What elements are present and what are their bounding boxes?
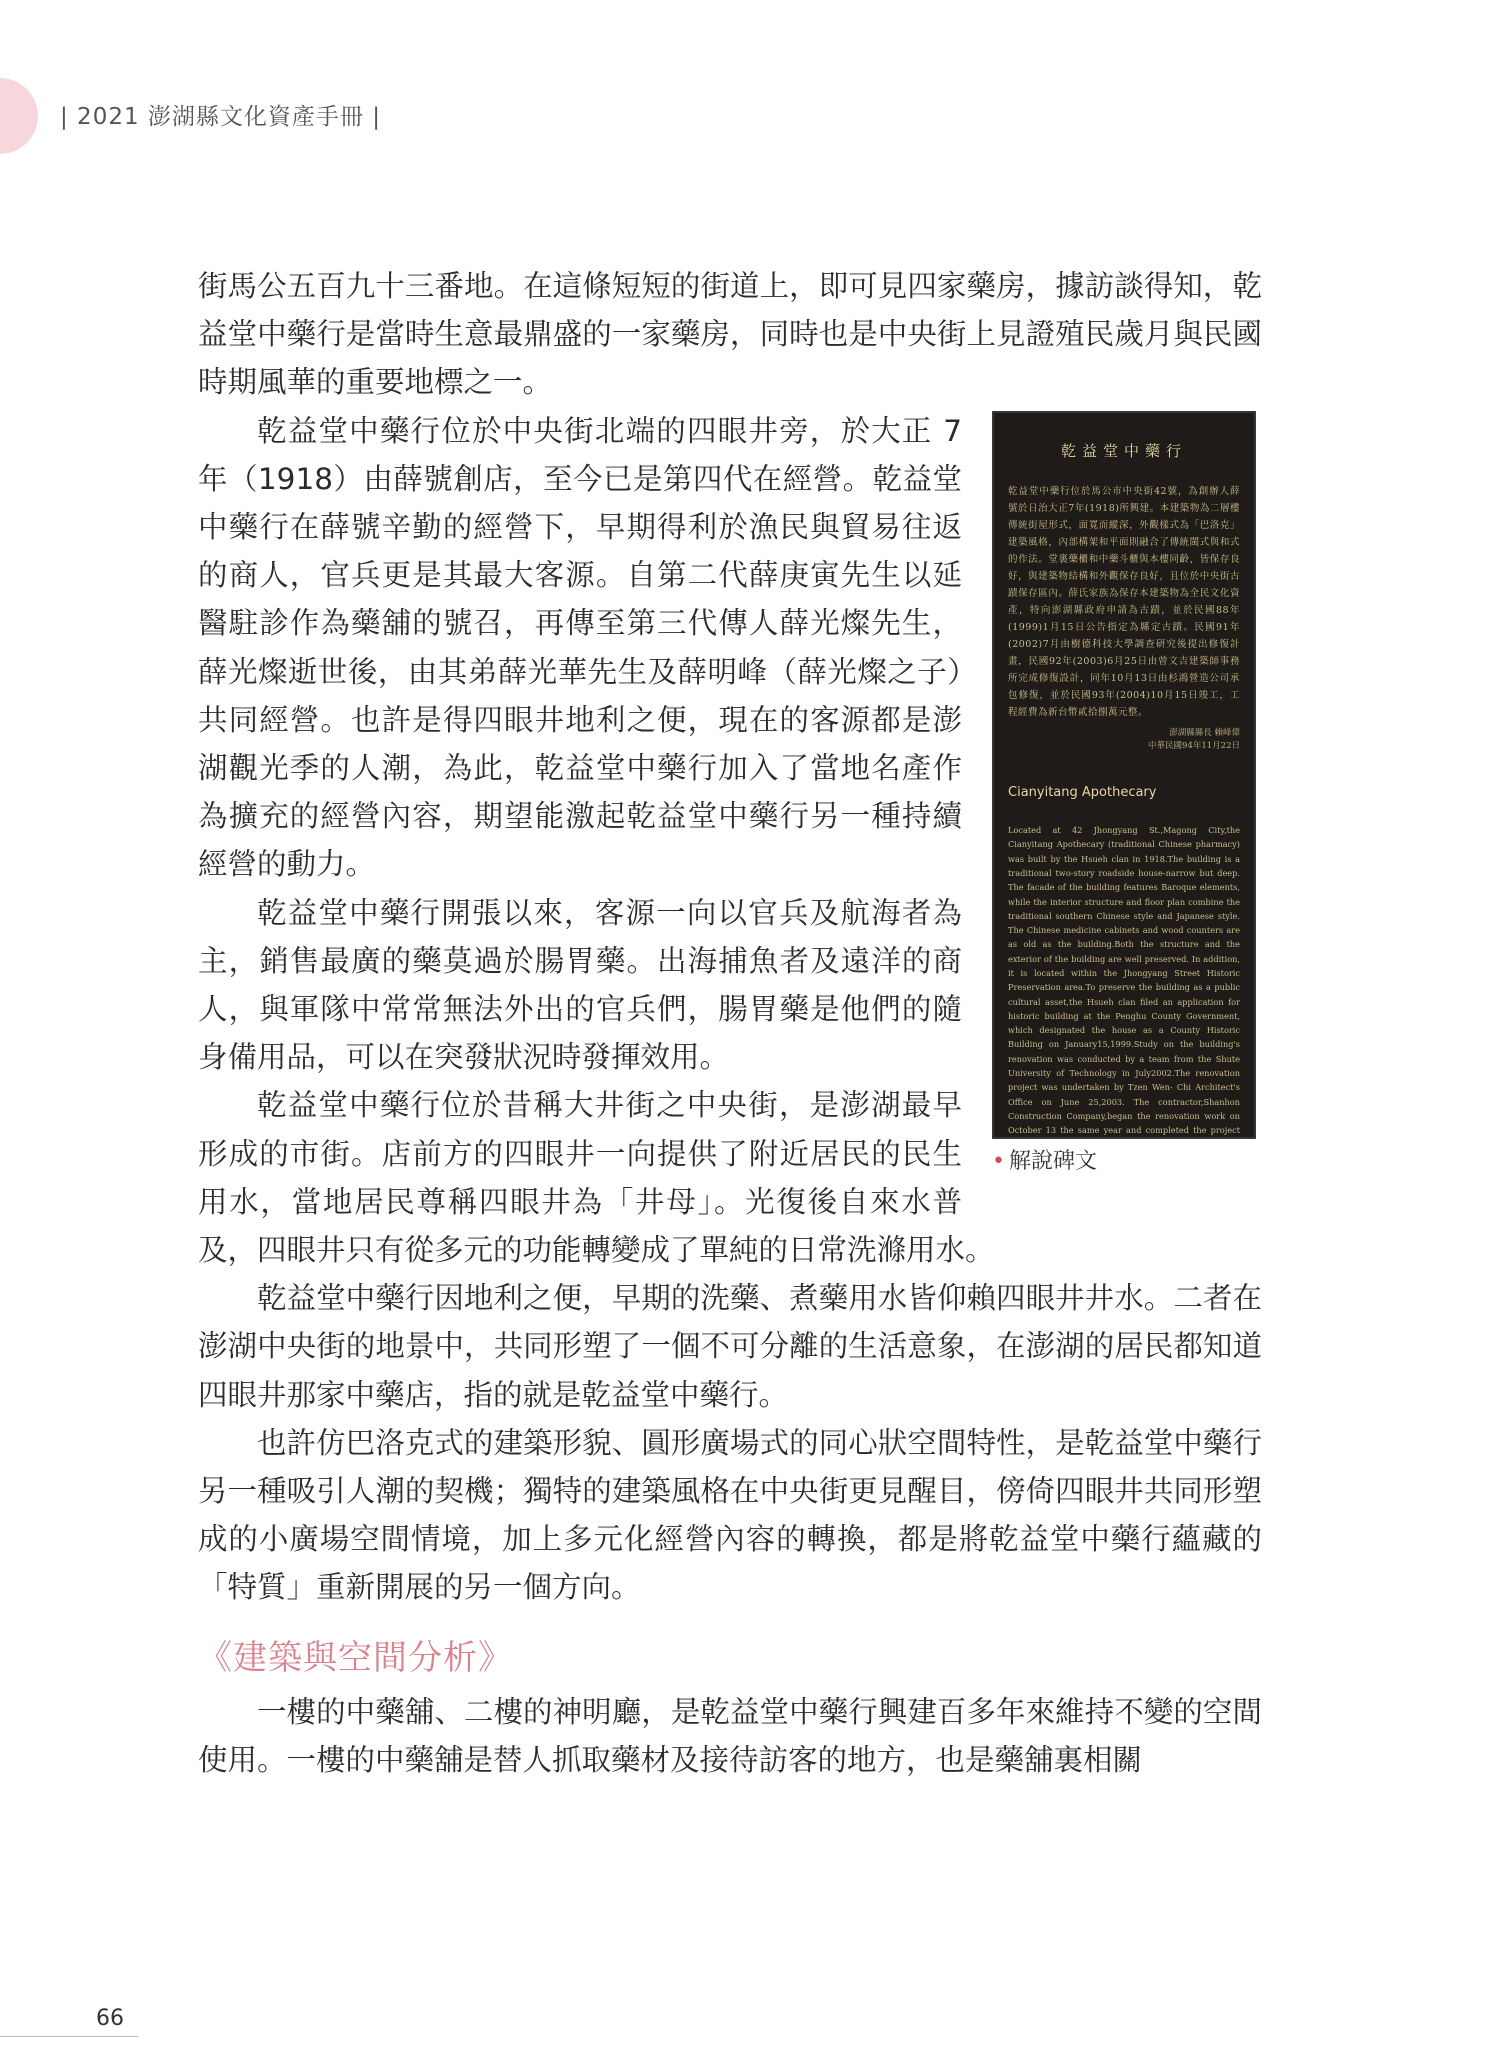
running-header: | 2021 澎湖縣文化資產手冊 |	[60, 104, 381, 130]
page-number: 66	[96, 2006, 124, 2031]
plaque-text-zh: 乾益堂中藥行位於馬公市中央街42號，為創辦人薛號於日治大正7年(1918)所興建。本建築物為二層樓傳統街屋形式，面寬而縱深，外觀樣式為「巴洛克」建築風格，內部構架和平面則融合了傳統閩式與和式的作法。堂裏藥櫃和中藥斗櫃與本樓同齡，皆保存良好，與建築物結構和外觀保存良好，且位於中央街古蹟保存區內。薛氏家族為保存本建築物為全民文化資產，特向澎湖縣政府申請為古蹟，並於民國88年(1999)1月15日公告指定為縣定古蹟。民國91年(2002)7月由樹德科技大學調查研究後提出修復計畫，民國92年(2003)6月25日由曾文吉建築師事務所完成修復設計，同年10月13日由杉鴻營造公司承包修復，並於民國93年(2004)10月15日竣工，工程經費為新台幣貳拾捌萬元整。	[1008, 485, 1240, 718]
paragraph-2: 乾益堂中藥行位於中央街北端的四眼井旁，於大正 7 年（1918）由薛號創店，至今已是第四代在經營。乾益堂中藥行在薛號辛勤的經營下，早期得利於漁民與貿易往返的商人，官兵更是其最大客源。自第二代薛庚寅先生以延醫駐診作為藥舖的號召，再傳至第三代傳人薛光燦先生，薛光燦逝世後，由其弟薛光華先生及薛明峰（薛光燦之子）共同經營。也許是得四眼井地利之便，現在的客源都是澎湖觀光季的人潮，為此，乾益堂中藥行加入了當地名產作為擴充的經營內容，期望能激起乾益堂中藥行另一種持續經營的動力。	[198, 413, 962, 882]
plaque-signature-zh	[1008, 727, 1240, 753]
figure-caption	[992, 1147, 1262, 1177]
paragraph-7: 一樓的中藥舖、二樓的神明廳，是乾益堂中藥行興建百多年來維持不變的空間使用。一樓的中藥舖是替人抓取藥材及接待訪客的地方，也是藥舖裏相關	[198, 1694, 1262, 1777]
article-body	[198, 262, 1262, 1784]
plaque-photo	[992, 411, 1256, 1139]
plaque-signature-name-zh: 澎湖縣縣長 賴峰偉	[1169, 727, 1240, 738]
paragraph-4: 乾益堂中藥行位於昔稱大井街之中央街，是澎湖最早形成的市街。店前方的四眼井一向提供了附近居民的民生用水，當地居民尊稱四眼井為「井母」。光復後自來水普及，四眼井只有從多元的功能轉變成了單純的日常洗滌用水。	[198, 1088, 995, 1268]
plaque-signature-date-zh: 中華民國94年11月22日	[1148, 740, 1240, 751]
plaque-figure	[992, 411, 1262, 1177]
section-heading: 《建築與空間分析》	[198, 1637, 513, 1678]
page-tab-marker	[0, 78, 38, 154]
paragraph-3: 乾益堂中藥行開張以來，客源一向以官兵及航海者為主，銷售最廣的藥莫過於腸胃藥。出海捕魚者及遠洋的商人，與軍隊中常常無法外出的官兵們，腸胃藥是他們的隨身備用品，可以在突發狀況時發揮效用。	[198, 895, 962, 1075]
paragraph-6: 也許仿巴洛克式的建築形貌、圓形廣場式的同心狀空間特性，是乾益堂中藥行另一種吸引人潮的契機；獨特的建築風格在中央街更見醒目，傍倚四眼井共同形塑成的小廣場空間情境，加上多元化經營內容的轉換，都是將乾益堂中藥行蘊藏的「特質」重新開展的另一個方向。	[198, 1425, 1262, 1605]
paragraph-5: 乾益堂中藥行因地利之便，早期的洗藥、煮藥用水皆仰賴四眼井井水。二者在澎湖中央街的地景中，共同形塑了一個不可分離的生活意象，在澎湖的居民都知道四眼井那家中藥店，指的就是乾益堂中藥行。	[198, 1281, 1262, 1412]
caption-bullet-icon: •	[992, 1148, 1005, 1174]
plaque-title-en: Cianyitang Apothecary	[1008, 784, 1157, 800]
footer-rule	[0, 2036, 138, 2037]
paragraph-1: 街馬公五百九十三番地。在這條短短的街道上，即可見四家藥房，據訪談得知，乾益堂中藥行是當時生意最鼎盛的一家藥房，同時也是中央街上見證殖民歲月與民國時期風華的重要地標之一。	[198, 269, 1262, 400]
caption-text: 解說碑文	[1008, 1148, 1097, 1174]
plaque-title-zh: 乾益堂中藥行	[1060, 441, 1187, 460]
plaque-text-en: Located at 42 Jhongyang St.,Magong City,the Cianyitang Apothecary (traditional Chinese pharmacy) was built by the Hsueh clan in 1918.The building is a traditional two-story roadside house-narrow but deep. The facade of the building features Baroque elements, while the interior structure and floor plan combine the traditional southern Chinese style and Japanese style. The Chinese medicine cabinets and wood counters are as old as the building.Both the structure and the exterior of the building are well preserved. In addition, it is located within the Jhongyang Street Historic Preservation area.To preserve the building as a public cultural asset,the Hsueh clan filed an application for historic building at the Penghu County Government, which designated the house as a County Historic Building on January15,1999.Study on the building's renovation was conducted by a team from the Shute University of Technology in July2002.The renovation project was undertaken by Tzen Wen- Chi Architect's Office on June 25,2003. The contractor,Shanhon Construction Company,began the renovation work on October 13 the same year and completed the project	[1008, 825, 1240, 1136]
